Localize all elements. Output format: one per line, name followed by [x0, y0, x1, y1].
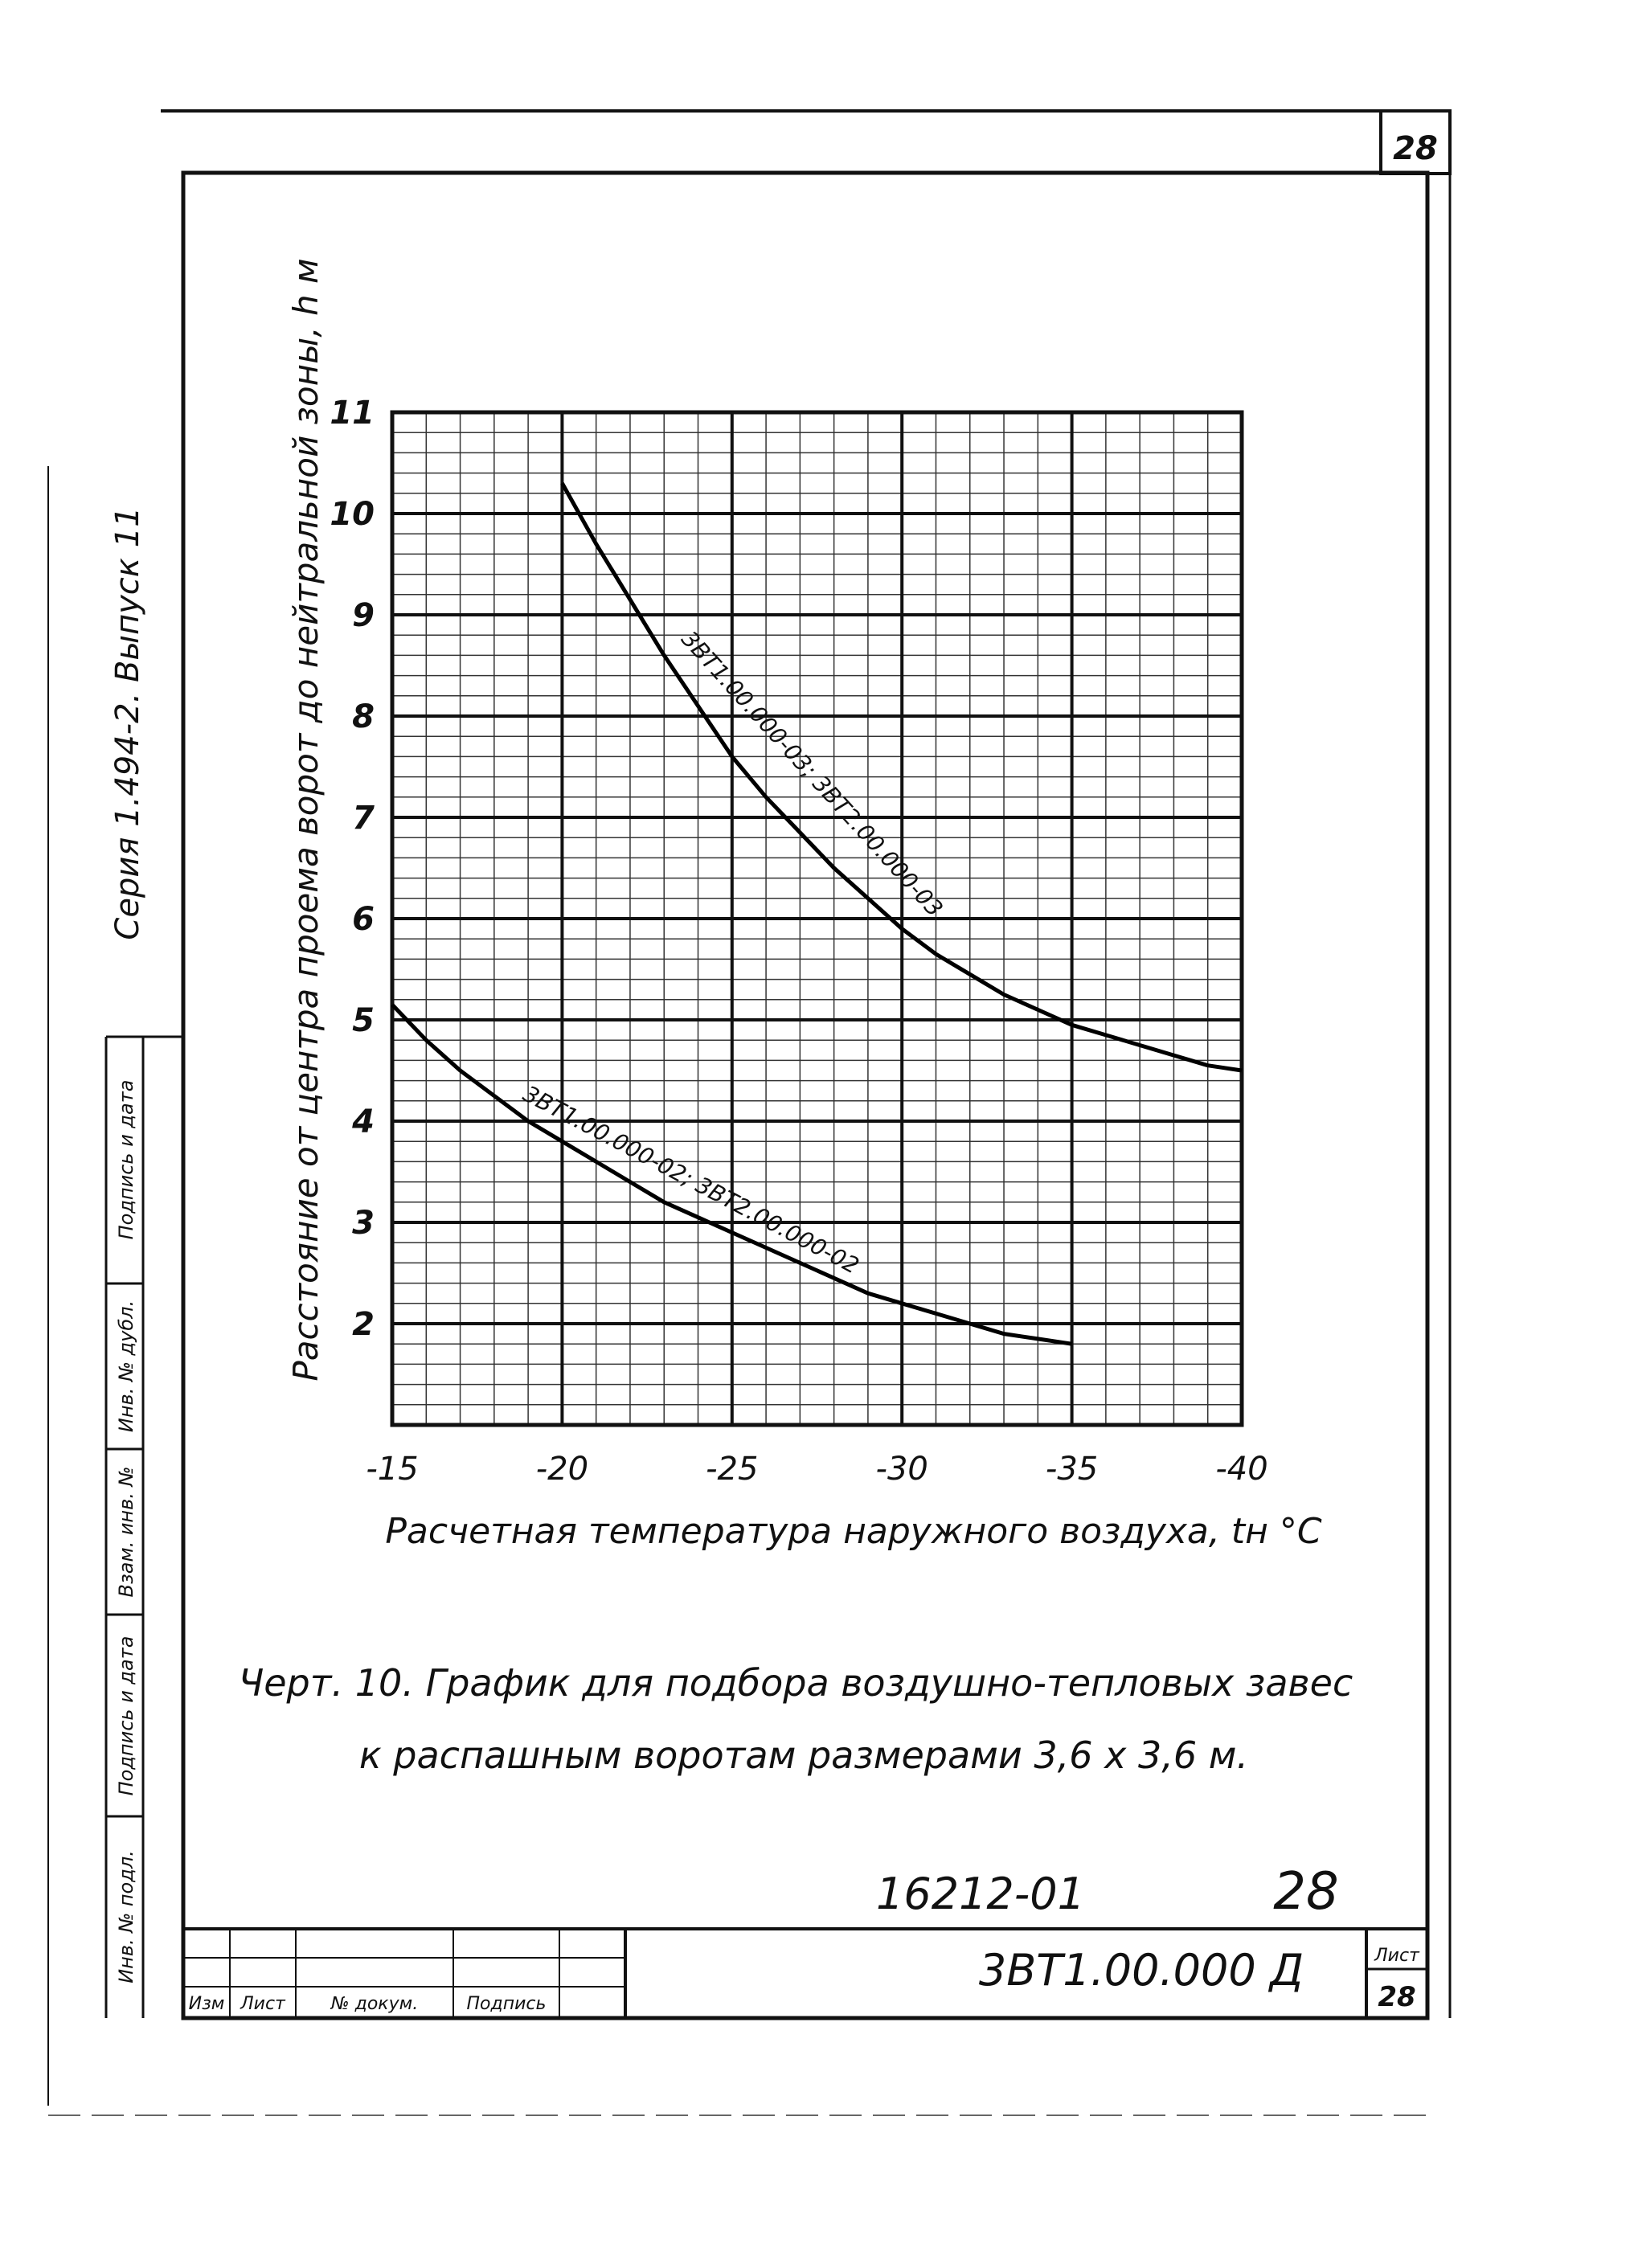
side-stamp-label: Подпись и дата	[115, 1635, 137, 1796]
sheet-label: Лист	[1374, 1946, 1419, 1966]
y-axis-label: Расстояние от центра проема ворот до нейтральной зоны, h м	[286, 258, 326, 1382]
y-tick-label: 6	[352, 901, 375, 938]
sheet-value: 28	[1378, 1981, 1416, 2013]
side-stamp-label: Взам. инв. №	[115, 1466, 137, 1598]
series-note: Серия 1.494-2. Выпуск 11	[109, 506, 146, 940]
y-tick-label: 2	[352, 1306, 375, 1343]
stamp-header: Лист	[240, 1994, 285, 2014]
x-tick-label: -40	[1215, 1451, 1268, 1488]
y-tick-label: 5	[352, 1002, 375, 1039]
series-label-1: 3ВТ1.00.000-03; 3ВТ2.00.000-03	[676, 625, 948, 923]
y-tick-label: 3	[352, 1205, 375, 1242]
designation: 3ВТ1.00.000 Д	[978, 1945, 1304, 1996]
y-tick-label: 9	[352, 597, 375, 634]
chart	[286, 258, 1322, 1552]
x-tick-labels	[366, 1451, 1267, 1488]
y-tick-label: 7	[352, 800, 375, 837]
stamp-header: № докум.	[330, 1994, 419, 2014]
x-tick-label: -25	[706, 1451, 759, 1488]
stamp-headers	[189, 1994, 547, 2014]
caption-line-2: к распашным воротам размерами 3,6 х 3,6 м.	[358, 1734, 1249, 1777]
side-stamp-label: Подпись и дата	[115, 1079, 137, 1240]
x-axis-label: Расчетная температура наружного воздуха, tн °С	[385, 1511, 1322, 1552]
y-tick-label: 10	[330, 496, 375, 533]
major-grid	[392, 412, 1242, 1425]
side-stamp-label: Инв. № дубл.	[115, 1300, 137, 1433]
series-lines	[392, 483, 1242, 1344]
y-tick-label: 4	[352, 1103, 375, 1140]
y-tick-label: 11	[330, 395, 375, 432]
y-tick-label: 8	[352, 698, 375, 735]
x-tick-label: -35	[1045, 1451, 1099, 1488]
y-tick-labels	[330, 395, 375, 1343]
series-label-2: 3ВТ1.00.000-02; 3ВТ2.00.000-02	[518, 1080, 864, 1279]
x-tick-label: -30	[875, 1451, 928, 1488]
stamp-header: Изм	[188, 1994, 225, 2014]
x-tick-label: -15	[366, 1451, 419, 1488]
x-tick-label: -20	[535, 1451, 589, 1488]
archive-number: 16212-01	[876, 1869, 1085, 1919]
side-stamp-label: Инв. № подл.	[115, 1850, 137, 1983]
side-stamp	[115, 1080, 137, 1983]
caption-line-1: Черт. 10. График для подбора воздушно-тепловых завес	[238, 1661, 1353, 1705]
archive-sheet: 28	[1273, 1862, 1339, 1922]
page-number-top: 28	[1393, 130, 1438, 167]
stamp-header: Подпись	[466, 1994, 547, 2014]
